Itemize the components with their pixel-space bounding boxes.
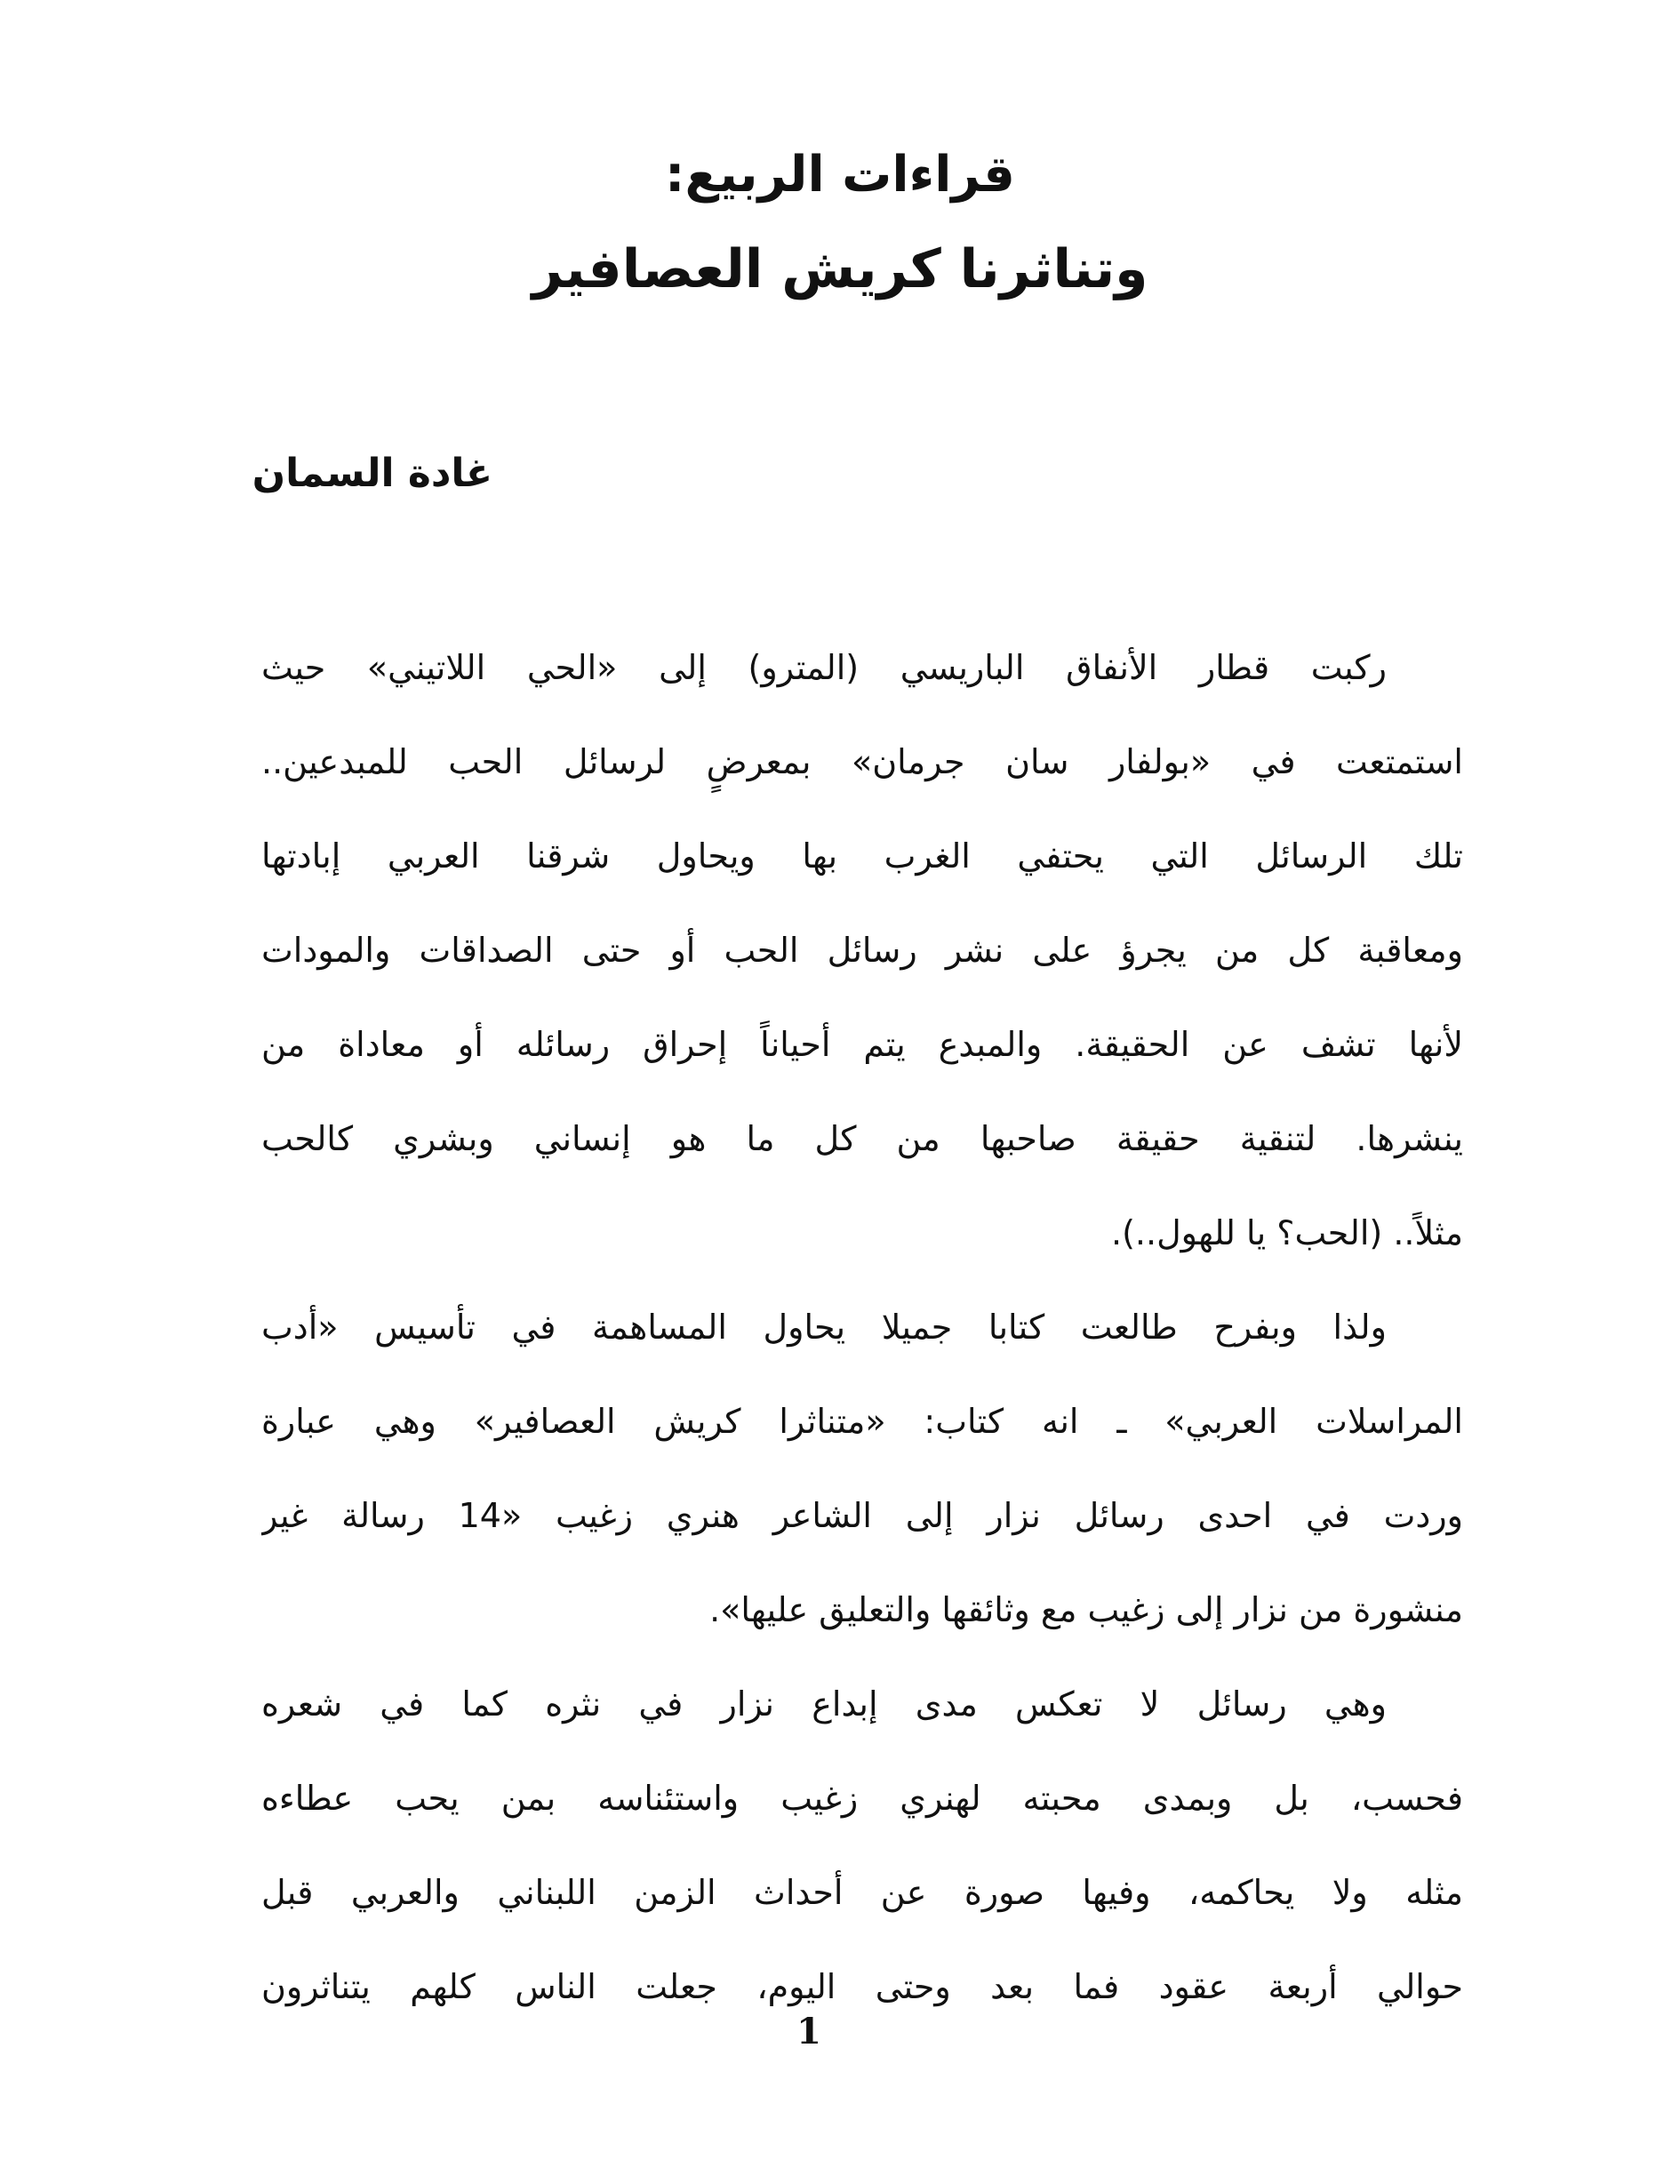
paragraph-3-line-4: حوالي أربعة عقود فما بعد وحتى اليوم، جعلت الناس كلهم يتناثرون [261,1967,1463,2006]
title-line-2: وتناثرنا كريش العصافير [532,238,1148,300]
author-name: غادة السمان [252,451,492,496]
title-line-1: قراءات الربيع: [665,146,1015,204]
paragraph-2-line-1: ولذا وبفرح طالعت كتابا جميلا يحاول المساهمة في تأسيس «أدب [261,1308,1387,1347]
paragraph-2-line-4: منشورة من نزار إلى زغيب مع وثائقها والتعليق عليها». [709,1590,1463,1629]
paragraph-1-line-7: مثلاً.. (الحب؟ يا للهول..). [1111,1213,1463,1252]
paragraph-1-line-3: تلك الرسائل التي يحتفي الغرب بها ويحاول شرقنا العربي إبادتها [261,836,1463,876]
paragraph-1-line-5: لأنها تشف عن الحقيقة. والمبدع يتم أحياناً إحراق رسائله أو معاداة من [261,1025,1463,1064]
paragraph-2-line-2: المراسلات العربي» ـ انه كتاب: «متناثرا كريش العصافير» وهي عبارة [261,1402,1463,1441]
paragraph-1-line-4: ومعاقبة كل من يجرؤ على نشر رسائل الحب أو حتى الصداقات والمودات [261,931,1463,970]
article-body [261,0,1463,2044]
page-number: 1 [796,2011,821,2052]
paragraph-1-line-1: ركبت قطار الأنفاق الباريسي (المترو) إلى «الحي اللاتيني» حيث [261,648,1387,687]
paragraph-3-line-2: فحسب، بل وبمدى محبته لهنري زغيب واستئناسه بمن يحب عطاءه [261,1779,1463,1818]
paragraph-1-line-6: ينشرها. لتنقية حقيقة صاحبها من كل ما هو إنساني وبشري كالحب [261,1119,1463,1158]
paragraph-3-line-1: وهي رسائل لا تعكس مدى إبداع نزار في نثره كما في شعره [261,1684,1387,1724]
paragraph-1-line-2: استمتعت في «بولفار سان جرمان» بمعرضٍ لرسائل الحب للمبدعين.. [261,742,1463,781]
paragraph-2-line-3: وردت في احدى رسائل نزار إلى الشاعر هنري زغيب «14 رسالة غير [261,1496,1463,1535]
paragraph-3-line-3: مثله ولا يحاكمه، وفيها صورة عن أحداث الزمن اللبناني والعربي قبل [261,1873,1463,1912]
